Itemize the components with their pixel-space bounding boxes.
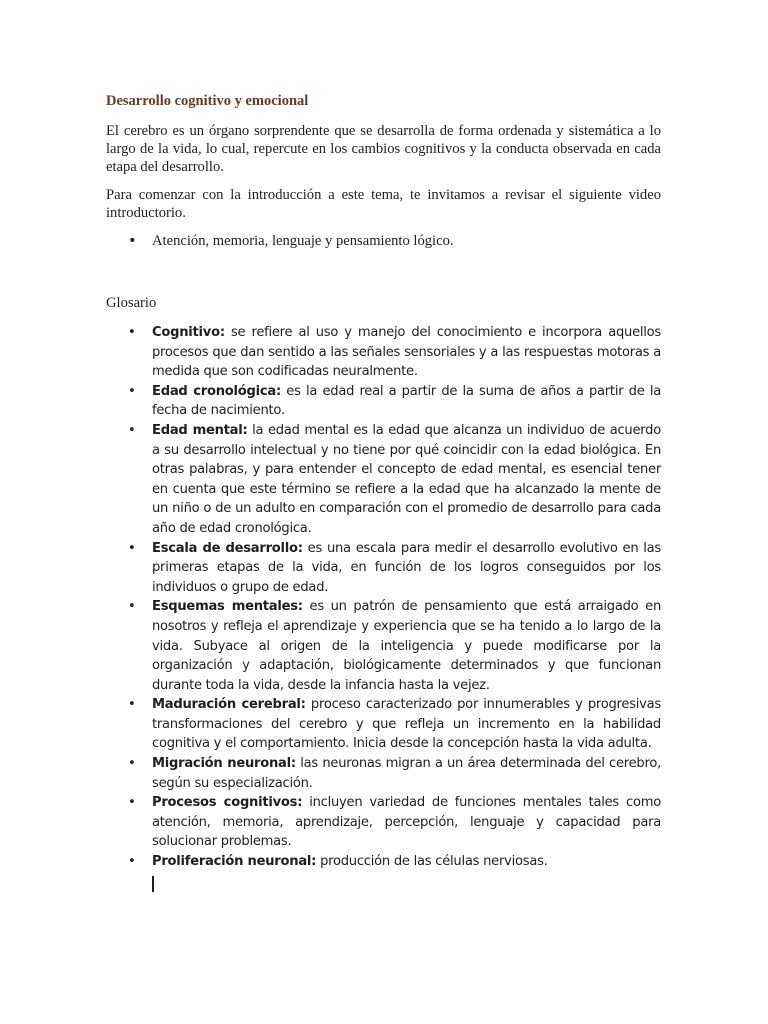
glossary-term: Edad cronológica: — [152, 383, 281, 399]
bullet-icon: • — [128, 697, 136, 713]
intro-paragraph: El cerebro es un órgano sorprendente que se desarrolla de forma ordenada y sistemática a lo largo de la vida, lo cual, repercute en los cambios cognitivos y la conducta observada en cada etapa del desarrollo. — [106, 123, 661, 175]
document-title: Desarrollo cognitivo y emocional — [106, 93, 309, 109]
glossary-term: Cognitivo: — [152, 325, 225, 340]
glossary-item — [106, 421, 661, 539]
bullet-icon: • — [128, 325, 136, 340]
document-page — [106, 92, 661, 872]
bullet-icon: • — [128, 795, 136, 811]
text-cursor — [152, 876, 154, 892]
glossary-definition: es una escala para medir el desarrollo evolutivo en las primeras etapas de la vida, en función de los logros conseguidos por los individuos o grupo de edad. — [152, 540, 661, 595]
glossary-definition: es la edad real a partir de la suma de años a partir de la fecha de nacimiento. — [152, 383, 661, 419]
bullet-icon: • — [128, 540, 136, 556]
glossary-item — [106, 695, 661, 754]
glossary-list — [106, 323, 661, 872]
glossary-definition: se refiere al uso y manejo del conocimiento e incorpora aquellos procesos que dan sentido a las señales sensoriales y a las respuestas motoras a medida que son codificadas neuralmente. — [152, 325, 661, 380]
glossary-term: Proliferación neuronal: — [152, 854, 317, 870]
glossary-term: Escala de desarrollo: — [152, 540, 303, 556]
glossary-definition: es un patrón de pensamiento que está arraigado en nosotros y refleja el aprendizaje y experiencia que se ha tenido a lo largo de la vida. Subyace al origen de la inteligencia y puede modificarse por la organización y adaptación, biológicamente determinados y que funcionan durante toda la vida, desde la infancia hasta la vejez. — [152, 599, 662, 693]
list-item-text: Atención, memoria, lenguaje y pensamiento lógico. — [152, 233, 454, 249]
glossary-term: Maduración cerebral: — [152, 697, 306, 713]
glossary-item — [106, 323, 661, 382]
glossary-item — [106, 793, 661, 852]
glossary-definition: las neuronas migran a un área determinada del cerebro, según su especialización. — [152, 756, 662, 791]
glossary-item — [106, 539, 661, 598]
bullet-icon: • — [128, 232, 137, 249]
glossary-item — [106, 597, 661, 695]
bullet-icon: • — [128, 756, 136, 772]
bullet-icon: • — [128, 383, 136, 399]
bullet-icon: • — [128, 854, 136, 870]
glossary-item — [106, 852, 661, 872]
glossary-term: Procesos cognitivos: — [152, 795, 303, 811]
glossary-term: Edad mental: — [152, 422, 248, 438]
glossary-term: Migración neuronal: — [152, 756, 296, 772]
glossary-item — [106, 382, 661, 421]
glossary-definition: proceso caracterizado por innumerables y progresivas transformaciones del cerebro y que refleja un incremento en la habilidad cognitiva y el comportamiento. Inicia desde la concepción hasta la vida adulta. — [152, 697, 661, 752]
video-invite-paragraph: Para comenzar con la introducción a este tema, te invitamos a revisar el siguiente video introductorio. — [106, 187, 661, 221]
list-item — [106, 232, 661, 250]
glossary-definition: incluyen variedad de funciones mentales tales como atención, memoria, aprendizaje, percepción, lenguaje y capacidad para solucionar problemas. — [152, 795, 661, 850]
intro-bullet-list — [106, 232, 661, 250]
glossary-definition: la edad mental es la edad que alcanza un individuo de acuerdo a su desarrollo intelectual y no tiene por qué coincidir con la edad biológica. En otras palabras, y para entender el concepto de edad mental, es esencial tener en cuenta que este término se refiere a la edad que ha alcanzado la mente de un niño o de un adulto en comparación con el promedio de desarrollo para cada año de edad cronológica. — [152, 422, 662, 536]
glossary-term: Esquemas mentales: — [152, 599, 303, 615]
glossary-item — [106, 754, 661, 793]
glossary-heading: Glosario — [106, 295, 157, 311]
glossary-definition: producción de las células nerviosas. — [320, 854, 548, 870]
bullet-icon: • — [128, 422, 136, 438]
bullet-icon: • — [128, 599, 136, 615]
